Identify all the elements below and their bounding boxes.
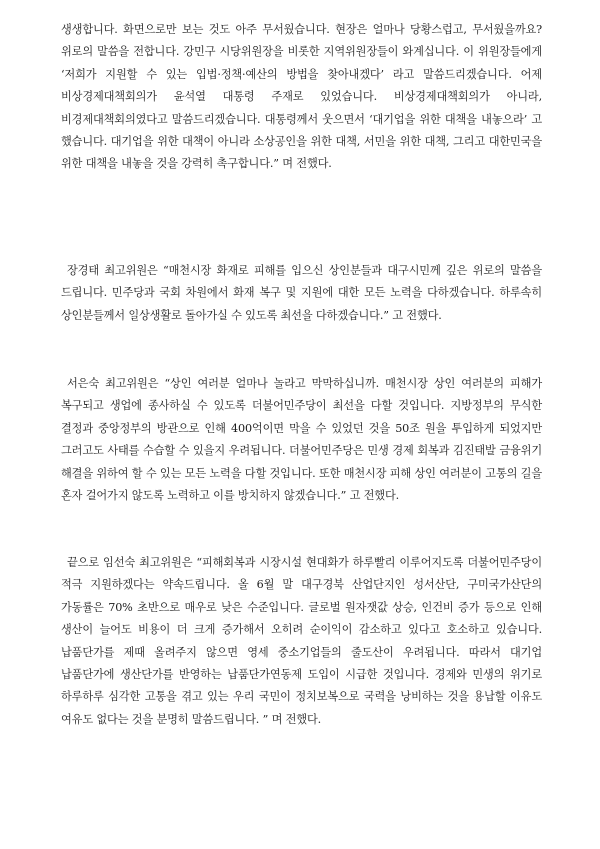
paragraph-seo-eun-sook: 서은숙 최고위원은 “상인 여러분 얼마나 놀라고 막막하십니까. 매천시장 상인 여러분의 피해가 복구되고 생업에 종사하실 수 있도록 더불어민주당이 최선을 다할 것입니다. 지방정부의 무식한 결정과 중앙정부의 방관으로 인해 400억이면 막을 수 있었던 것을 50조 원을 투입하게 되었지만 그러고도 사태를 수습할 수 있을지 우려됩니다. 더불어민주당은 민생 경제 회복과 김진태발 금융위기 해결을 위하여 할 수 있는 모든 노력을 다할 것입니다. 또한 매천시장 피해 상인 여러분이 고통의 길을 혼자 걸어가지 않도록 노력하고 이를 방치하지 않겠습니다.” 고 전했다.: [61, 377, 542, 503]
paragraph-jang-kyung-tae: 장경태 최고위원은 “매천시장 화재로 피해를 입으신 상인분들과 대구시민께 깊은 위로의 말씀을 드립니다. 민주당과 국회 차원에서 화재 복구 및 지원에 대한 모든 노력을 다하겠습니다. 하루속히 상인분들께서 일상생활로 돌아가실 수 있도록 최선을 다하겠습니다.” 고 전했다.: [61, 264, 542, 322]
paragraph-lim-sun-sook: 끝으로 임선숙 최고위원은 “피해회복과 시장시설 현대화가 하루빨리 이루어지도록 더불어민주당이 적극 지원하겠다는 약속드립니다. 올 6월 말 대구경북 산업단지인 성서산단, 구미국가산단의 가동률은 70% 초반으로 매우로 낮은 수준입니다. 글로벌 원자잿값 상승, 인건비 증가 등으로 인해 생산이 늘어도 비용이 더 크게 증가해서 오히려 순이익이 감소하고 있다고 호소하고 있습니다. 납품단가를 제때 올려주지 않으면 영세 중소기업들의 줄도산이 우려됩니다. 따라서 대기업 납품단가에 생산단가를 반영하는 납품단가연동제 도입이 시급한 것입니다. 경제와 민생의 위기로 하루하루 심각한 고통을 겪고 있는 우리 국민이 정치보복으로 국력을 낭비하는 것을 용납할 이유도 여유도 없다는 것을 분명히 말씀드립니다. ” 며 전했다.: [61, 556, 542, 726]
paragraph-opening: 생생합니다. 화면으로만 보는 것도 아주 무서웠습니다. 현장은 얼마나 당황스럽고, 무서웠을까요? 위로의 말씀을 전합니다. 강민구 시당위원장을 비롯한 지역위원장들이 와계십니다. 이 위원장들에게 ‘저희가 지원할 수 있는 입법·정책·예산의 방법을 찾아내겠다’ 라고 말씀드리겠습니다. 어제 비상경제대책회의가 윤석열 대통령 주재로 있었습니다. 비상경제대책회의가 아니라, 비경제대책회의였다고 말씀드리겠습니다. 대통령께서 웃으면서 ‘대기업을 위한 대책을 내놓으라’ 고 했습니다. 대기업을 위한 대책이 아니라 소상공인을 위한 대책, 서민을 위한 대책, 그리고 대한민국을 위한 대책을 내놓을 것을 강력히 촉구합니다.” 며 전했다.: [61, 23, 542, 171]
